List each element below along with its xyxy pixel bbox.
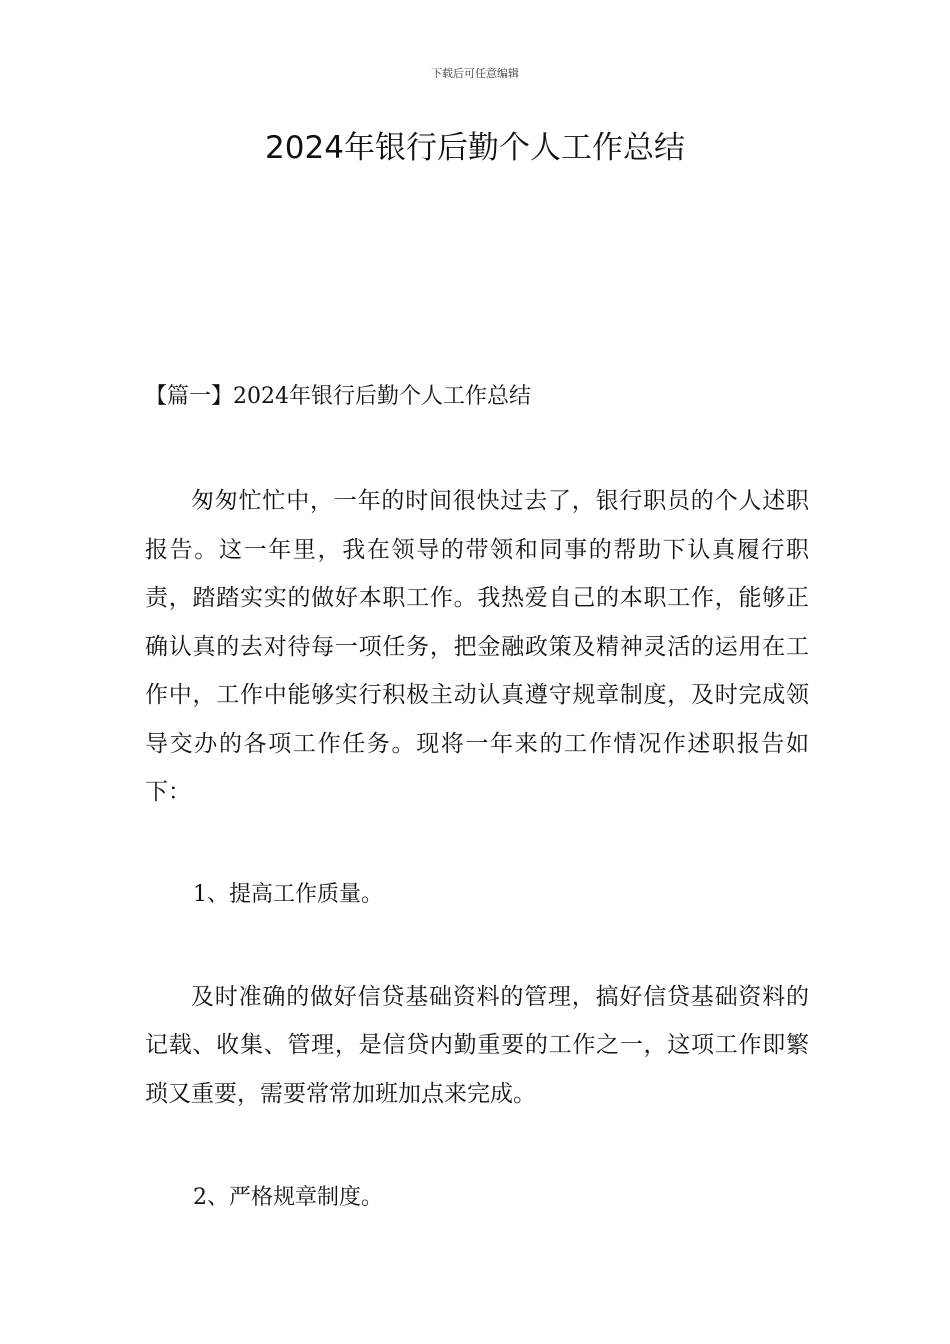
document-body: [145, 373, 809, 1222]
body-paragraph-2: 及时准确的做好信贷基础资料的管理，搞好信贷基础资料的记载、收集、管理，是信贷内勤重要的工作之一，这项工作即繁琐又重要，需要常常加班加点来完成。: [145, 983, 809, 1107]
section-heading: 【篇一】2024年银行后勤个人工作总结: [145, 384, 531, 409]
document-title: 2024年银行后勤个人工作总结: [265, 130, 685, 166]
body-paragraph-1: 匆匆忙忙中，一年的时间很快过去了，银行职员的个人述职报告。这一年里，我在领导的带领和同事的帮助下认真履行职责，踏踏实实的做好本职工作。我热爱自己的本职工作，能够正确认真的去对待每一项任务，把金融政策及精神灵活的运用在工作中，工作中能够实行积极主动认真遵守规章制度，及时完成领导交办的各项工作任务。现将一年来的工作情况作述职报告如下：: [145, 488, 809, 805]
paragraph-spacer: [145, 919, 809, 973]
paragraph-spacer: [145, 421, 809, 477]
list-item-1: 1、提高工作质量。: [193, 881, 383, 907]
paragraph-spacer: [145, 1118, 809, 1174]
header-note: 下载后可任意编辑: [431, 67, 519, 80]
paragraph-spacer: [145, 817, 809, 871]
list-item-2: 2、严格规章制度。: [193, 1185, 383, 1210]
